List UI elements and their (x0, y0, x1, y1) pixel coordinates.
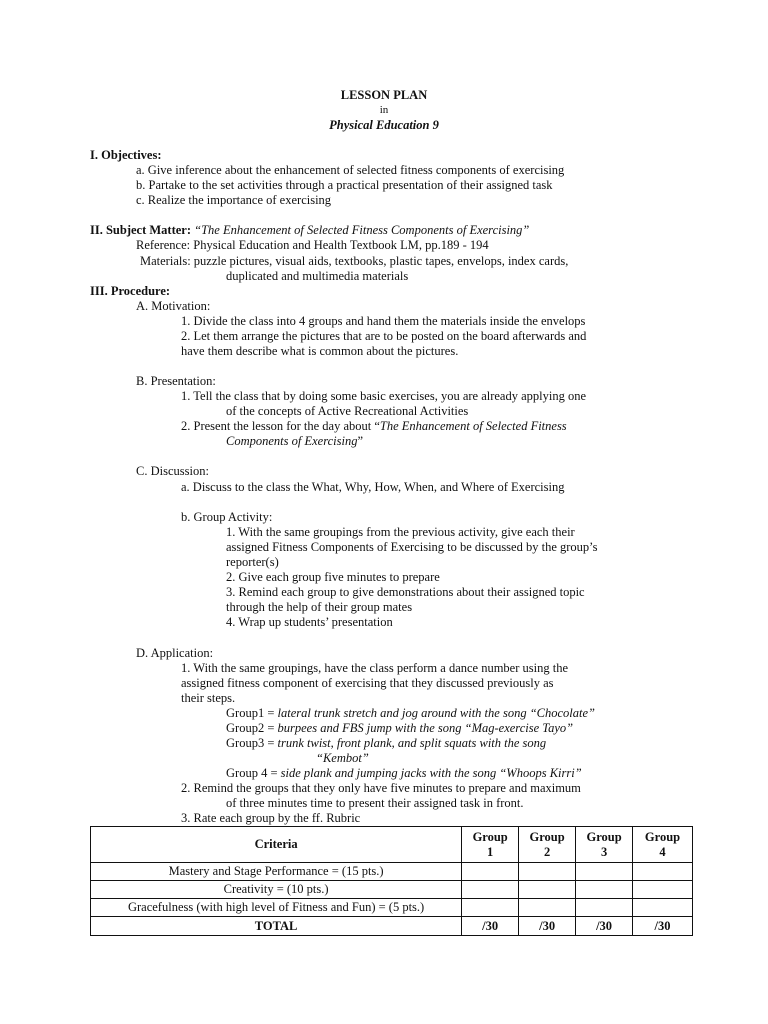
application-item-1-cont: assigned fitness component of exercising that they discussed previously as (181, 676, 554, 690)
group-activity-item-1-cont: assigned Fitness Components of Exercising to be discussed by the group’s (226, 540, 598, 554)
group-assignment-label: Group2 = (226, 721, 278, 735)
application-item-2: 2. Remind the groups that they only have five minutes to prepare and maximum (181, 781, 581, 795)
rubric-score-cell[interactable] (633, 863, 693, 881)
document-title-in: in (379, 104, 389, 116)
rubric-score-cell[interactable] (576, 863, 633, 881)
motivation-item-2-cont: have them describe what is common about the pictures. (181, 344, 459, 358)
rubric-group-header: Group 2 (519, 827, 576, 863)
discussion-item-a: a. Discuss to the class the What, Why, How, When, and Where of Exercising (181, 480, 565, 494)
rubric-total-cell: /30 (519, 917, 576, 936)
presentation-item-2-close-quote: ” (357, 434, 364, 448)
discussion-item-b: b. Group Activity: (181, 510, 273, 524)
motivation-heading: A. Motivation: (136, 299, 211, 313)
document-title: LESSON PLAN (340, 88, 428, 102)
discussion-heading: C. Discussion: (136, 464, 209, 478)
group-assignment-activity: trunk twist, front plank, and split squats with the song (277, 736, 547, 750)
rubric-table (90, 826, 693, 936)
rubric-score-cell[interactable] (462, 899, 519, 917)
group-activity-item-4: 4. Wrap up students’ presentation (226, 615, 393, 629)
rubric-criterion: Gracefulness (with high level of Fitness and Fun) = (5 pts.) (91, 899, 462, 917)
motivation-item-2: 2. Let them arrange the pictures that are to be posted on the board afterwards and (181, 329, 587, 343)
application-item-2-cont: of three minutes time to present their assigned task in front. (226, 796, 524, 810)
rubric-score-cell[interactable] (633, 899, 693, 917)
subject-matter-reference: Reference: Physical Education and Health Textbook LM, pp.189 - 194 (136, 238, 489, 252)
objectives-heading: I. Objectives: (90, 148, 162, 162)
presentation-heading: B. Presentation: (136, 374, 216, 388)
application-item-1-cont2: their steps. (181, 691, 236, 705)
rubric-criteria-header: Criteria (91, 827, 462, 863)
rubric-score-cell[interactable] (462, 881, 519, 899)
presentation-item-2-topic: The Enhancement of Selected Fitness (379, 419, 567, 433)
subject-matter-heading: II. Subject Matter: (90, 223, 192, 237)
rubric-row (91, 881, 693, 899)
rubric-total-row (91, 917, 693, 936)
objective-a: a. Give inference about the enhancement of selected fitness components of exercising (136, 163, 565, 177)
rubric-score-cell[interactable] (519, 863, 576, 881)
rubric-score-cell[interactable] (462, 863, 519, 881)
rubric-row (91, 899, 693, 917)
rubric-total-cell: /30 (576, 917, 633, 936)
rubric-row (91, 863, 693, 881)
group-activity-item-1: 1. With the same groupings from the previous activity, give each their (226, 525, 575, 539)
rubric-score-cell[interactable] (576, 881, 633, 899)
subject-matter-topic: “The Enhancement of Selected Fitness Components of Exercising” (194, 223, 530, 237)
group-assignment (226, 736, 546, 751)
rubric-criterion: Mastery and Stage Performance = (15 pts.) (91, 863, 462, 881)
group-assignment-activity: lateral trunk stretch and jog around with the song “Chocolate” (277, 706, 595, 720)
group-activity-item-3-cont: through the help of their group mates (226, 600, 413, 614)
presentation-item-2-text: 2. Present the lesson for the day about “ (181, 419, 380, 433)
application-item-3: 3. Rate each group by the ff. Rubric (181, 811, 361, 825)
motivation-item-1: 1. Divide the class into 4 groups and hand them the materials inside the envelops (181, 314, 586, 328)
presentation-item-2-topic-cont: Components of Exercising (226, 434, 358, 448)
group-assignment-label: Group1 = (226, 706, 278, 720)
group-assignment-label: Group3 = (226, 736, 278, 750)
group-assignment (226, 721, 573, 736)
presentation-item-1: 1. Tell the class that by doing some basic exercises, you are already applying one (181, 389, 587, 403)
group-activity-item-3: 3. Remind each group to give demonstrations about their assigned topic (226, 585, 585, 599)
application-heading: D. Application: (136, 646, 214, 660)
group-activity-item-1-cont2: reporter(s) (226, 555, 279, 569)
group-assignment-activity: burpees and FBS jump with the song “Mag-exercise Tayo” (277, 721, 574, 735)
presentation-item-1-cont: of the concepts of Active Recreational Activities (226, 404, 469, 418)
rubric-group-header: Group 3 (576, 827, 633, 863)
subject-matter-materials: Materials: puzzle pictures, visual aids, textbooks, plastic tapes, envelops, index cards, (140, 254, 569, 268)
document-subject: Physical Education 9 (329, 118, 439, 132)
group-assignment-label: Group 4 = (226, 766, 281, 780)
subject-matter-materials-cont: duplicated and multimedia materials (226, 269, 409, 283)
rubric-total-cell: /30 (462, 917, 519, 936)
rubric-total-cell: /30 (633, 917, 693, 936)
rubric-score-cell[interactable] (519, 899, 576, 917)
procedure-heading: III. Procedure: (90, 284, 171, 298)
rubric-group-header: Group 4 (633, 827, 693, 863)
rubric-group-header: Group 1 (462, 827, 519, 863)
group-assignment-activity: side plank and jumping jacks with the song “Whoops Kirri” (280, 766, 582, 780)
rubric-score-cell[interactable] (576, 899, 633, 917)
presentation-item-2 (181, 419, 567, 434)
group-activity-item-2: 2. Give each group five minutes to prepare (226, 570, 440, 584)
group-assignment (226, 766, 582, 781)
rubric-score-cell[interactable] (519, 881, 576, 899)
application-item-1: 1. With the same groupings, have the class perform a dance number using the (181, 661, 569, 675)
group-assignment-activity-cont: “Kembot” (316, 751, 369, 765)
rubric-criterion: Creativity = (10 pts.) (91, 881, 462, 899)
group-assignment (226, 706, 595, 721)
rubric-total-label: TOTAL (91, 917, 462, 936)
objective-c: c. Realize the importance of exercising (136, 193, 332, 207)
presentation-item-2-cont (226, 434, 363, 449)
rubric-header-row (91, 827, 693, 863)
objective-b: b. Partake to the set activities through a practical presentation of their assigned task (136, 178, 553, 192)
rubric-score-cell[interactable] (633, 881, 693, 899)
subject-matter-line (90, 223, 529, 238)
